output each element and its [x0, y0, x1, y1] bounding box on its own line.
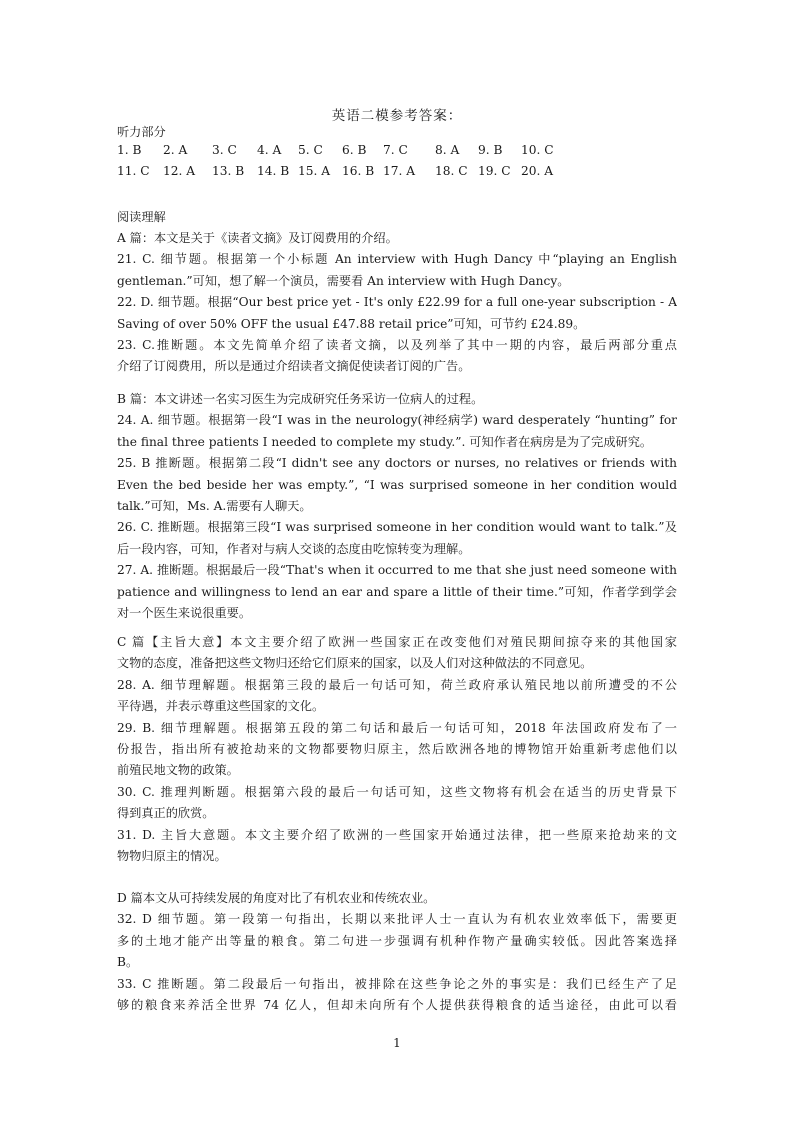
- text-line: 够的粮食来养活全世界 74 亿人，但却未向所有个人提供获得粮食的适当途径，由此可以看: [117, 997, 677, 1012]
- answer-item: 20. A: [521, 164, 554, 178]
- text-line: 31. D. 主旨大意题。本文主要介绍了欧洲的一些国家开始通过法律，把一些原来抢劫来的文: [117, 827, 677, 842]
- text-line: 30. C. 推理判断题。根据第六段的最后一句话可知，这些文物将有机会在适当的历史背景下: [117, 784, 677, 799]
- text-line: 前殖民地文物的政策。: [117, 763, 239, 778]
- text-line: C 篇【主旨大意】本文主要介绍了欧洲一些国家正在改变他们对殖民期间掠夺来的其他国家: [117, 635, 677, 649]
- text-line: 21. C. 细节题。根据第一个小标题 An interview with Hugh Dancy 中“playing an English: [117, 252, 677, 267]
- text-line: 23. C.推断题。本文先简单介绍了读者文摘，以及列举了其中一期的内容，最后两部分重点: [117, 338, 677, 352]
- answer-item: 18. C: [435, 164, 468, 178]
- passage-d-section: [117, 888, 677, 1016]
- text-line: D 篇本文从可持续发展的角度对比了有机农业和传统农业。: [117, 891, 436, 905]
- answer-item: 15. A: [298, 164, 331, 178]
- text-line: 33. C 推断题。第二段最后一句指出，被排除在这些争论之外的事实是：我们已经生产了足: [117, 976, 677, 991]
- text-line: the final three patients I needed to complete my study.”. 可知作者在病房是为了完成研究。: [117, 434, 653, 449]
- text-line: 介绍了订阅费用，所以是通过介绍读者文摘促使读者订阅的广告。: [117, 359, 471, 374]
- page-number: 1: [393, 1036, 401, 1050]
- answer-item: 3. C: [212, 143, 237, 157]
- text-line: 多的土地才能产出等量的粮食。第二句进一步强调有机种作物产量确实较低。因此答案选择: [117, 933, 677, 948]
- passage-b-section: [117, 389, 677, 624]
- passage-c-section: [117, 632, 677, 867]
- text-line: talk.”可知，Ms. A.需要有人聊天。: [117, 498, 312, 513]
- answer-item: 5. C: [298, 143, 323, 157]
- text-line: gentleman.”可知，想了解一个演员，需要看 An interview with Hugh Dancy。: [117, 273, 570, 288]
- answer-item: 1. B: [117, 143, 142, 157]
- text-line: B。: [117, 955, 139, 970]
- text-line: 32. D 细节题。第一段第一句指出，长期以来批评人士一直认为有机农业效率低下，需要更: [117, 912, 677, 927]
- text-line: 27. A. 推断题。根据最后一段“That's when it occurred to me that she just need someone with: [117, 563, 677, 578]
- listening-heading: 听力部分: [117, 125, 166, 139]
- text-line: 29. B. 细节理解题。根据第五段的第二句话和最后一句话可知，2018 年法国政府发布了一: [117, 720, 677, 735]
- text-line: 28. A. 细节理解题。根据第三段的最后一句话可知，荷兰政府承认殖民地以前所遭受的不公: [117, 677, 677, 692]
- answer-item: 2. A: [163, 143, 188, 157]
- text-line: 份报告，指出所有被抢劫来的文物都要物归原主，然后欧洲各地的博物馆开始重新考虑他们以: [117, 741, 677, 756]
- answer-item: 16. B: [342, 164, 375, 178]
- answer-item: 14. B: [257, 164, 290, 178]
- text-line: 后一段内容，可知，作者对与病人交谈的态度由吃惊转变为理解。: [117, 541, 471, 556]
- text-line: 25. B 推断题。根据第二段“I didn't see any doctors or nurses, no relatives or friends with: [117, 456, 677, 471]
- answer-item: 7. C: [383, 143, 408, 157]
- text-line: 26. C. 推断题。根据第三段“I was surprised someone in her condition would want to talk.”及: [117, 520, 677, 535]
- text-line: 文物的态度，准备把这些文物归还给它们原来的国家，以及人们对这种做法的不同意见。: [117, 656, 593, 671]
- answer-item: 17. A: [383, 164, 416, 178]
- text-line: 物物归原主的情况。: [117, 848, 227, 863]
- page-title: 英语二模参考答案：: [331, 108, 463, 124]
- text-line: patience and willingness to lend an ear and spare a little of their time.”可知，作者学到学会: [117, 584, 677, 599]
- answer-item: 12. A: [163, 164, 196, 178]
- reading-heading: 阅读理解: [117, 210, 166, 224]
- text-line: 24. A. 细节题。根据第一段“I was in the neurology(神经病学) ward desperately “hunting” for: [117, 413, 677, 428]
- answer-item: 19. C: [478, 164, 511, 178]
- answer-item: 13. B: [212, 164, 245, 178]
- passage-a-section: [117, 228, 677, 378]
- text-line: 得到真正的欣赏。: [117, 806, 215, 821]
- answer-item: 11. C: [117, 164, 150, 178]
- answer-item: 10. C: [521, 143, 554, 157]
- text-line: 对一个医生来说很重要。: [117, 605, 252, 620]
- text-line: 22. D. 细节题。根据“Our best price yet - It's only £22.99 for a full one-year subscription - A: [117, 295, 677, 310]
- text-line: Even the bed beside her was empty.”, “I was surprised someone in her condition would: [117, 477, 677, 492]
- text-line: Saving of over 50% OFF the usual £47.88 retail price”可知，可节约 £24.89。: [117, 316, 586, 331]
- answer-item: 6. B: [342, 143, 367, 157]
- text-line: 平待遇，并表示尊重这些国家的文化。: [117, 699, 325, 714]
- answer-item: 9. B: [478, 143, 503, 157]
- answer-item: 8. A: [435, 143, 460, 157]
- text-line: B 篇：本文讲述一名实习医生为完成研究任务采访一位病人的过程。: [117, 392, 484, 406]
- text-line: A 篇：本文是关于《读者文摘》及订阅费用的介绍。: [117, 231, 398, 245]
- answer-item: 4. A: [257, 143, 282, 157]
